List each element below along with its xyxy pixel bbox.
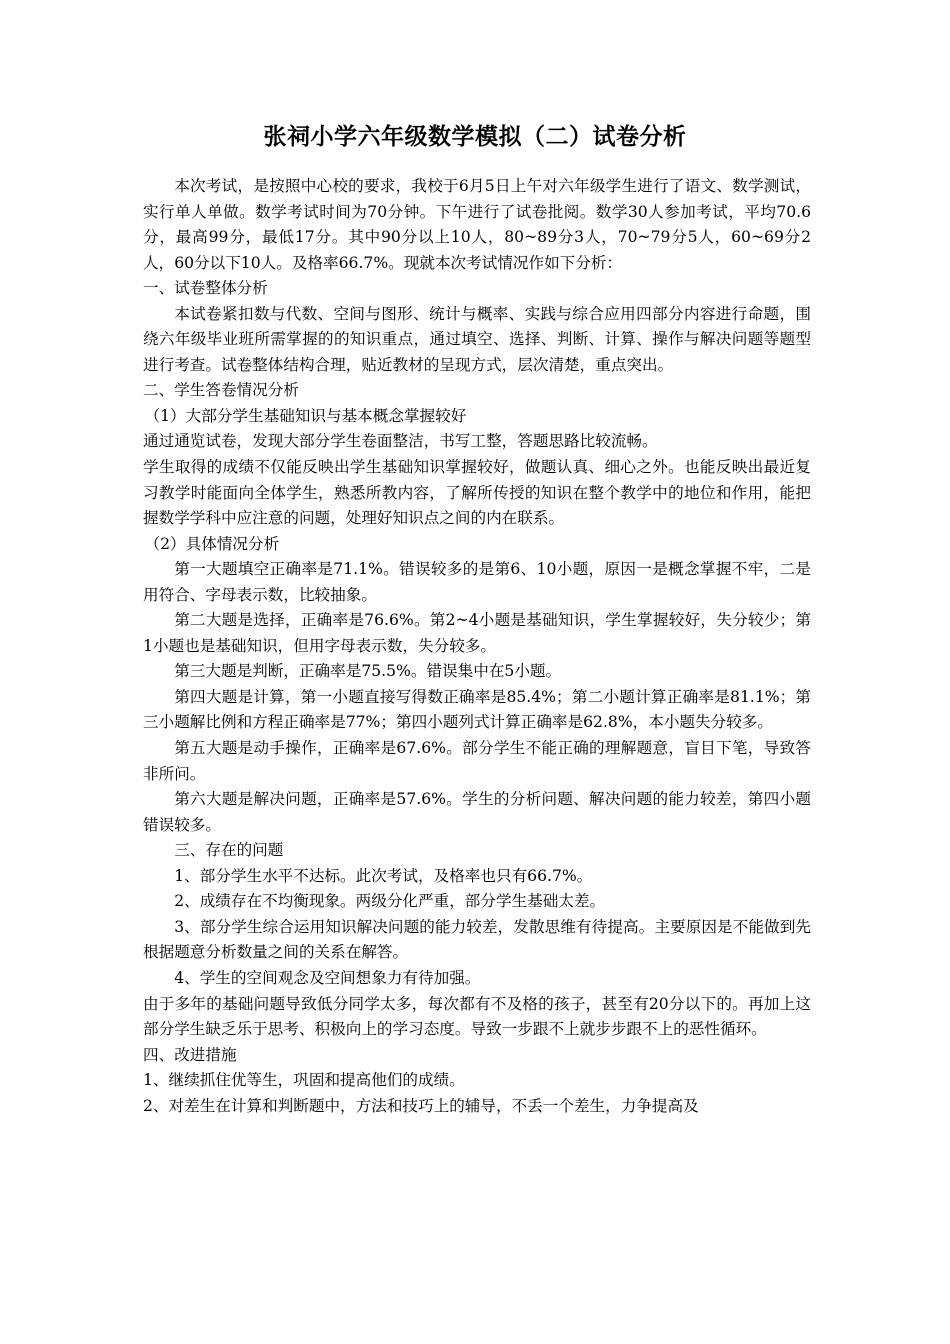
paragraph-q1: 第一大题填空正确率是71.1%。错误较多的是第6、10小题，原因一是概念掌握不牢，二是用符合、字母表示数，比较抽象。	[143, 560, 811, 604]
section-heading-problems: 三、存在的问题	[174, 841, 284, 860]
document-body	[143, 174, 811, 1119]
paragraph-intro: 本次考试，是按照中心校的要求，我校于6月5日上午对六年级学生进行了语文、数学测试，实行单人单做。数学考试时间为70分钟。下午进行了试卷批阅。数学30人参加考试，平均70.6分，最高99分，最低17分。其中90分以上10人，80~89分3人，70~79分5人，60~69分2人，60分以下10人。及格率66.7%。现就本次考试情况作如下分析：	[143, 177, 811, 272]
paragraph-q6: 第六大题是解决问题，正确率是57.6%。学生的分析问题、解决问题的能力较差，第四小题错误较多。	[143, 790, 811, 834]
paragraph-overview: 通过通览试卷，发现大部分学生卷面整洁，书写工整，答题思路比较流畅。	[143, 432, 658, 451]
subheading-details: （2）具体情况分析	[144, 534, 280, 553]
paragraph-q5: 第五大题是动手操作，正确率是67.6%。部分学生不能正确的理解题意，盲目下笔，导致答非所问。	[143, 739, 811, 783]
paragraph-results: 学生取得的成绩不仅能反映出学生基础知识掌握较好，做题认真、细心之外。也能反映出最近复习教学时能面向全体学生，熟悉所教内容，了解所传授的知识在整个教学中的地位和作用，能把握数学学科中应注意的问题，处理好知识点之间的内在联系。	[143, 458, 811, 528]
measure-item-2: 2、对差生在计算和判断题中，方法和技巧上的辅导，不丢一个差生，力争提高及	[143, 1096, 699, 1115]
section-heading-measures: 四、改进措施	[143, 1045, 237, 1064]
section-heading-answers: 二、学生答卷情况分析	[143, 381, 299, 400]
paragraph-overall: 本试卷紧扣数与代数、空间与图形、统计与概率、实践与综合应用四部分内容进行命题，围绕六年级毕业班所需掌握的的知识重点，通过填空、选择、判断、计算、操作与解决问题等题型进行考查。试卷整体结构合理，贴近教材的呈现方式，层次清楚，重点突出。	[143, 304, 811, 374]
paragraph-q3: 第三大题是判断，正确率是75.5%。错误集中在5小题。	[174, 662, 562, 681]
subheading-basics: （1）大部分学生基础知识与基本概念掌握较好	[144, 406, 467, 425]
measure-item-1: 1、继续抓住优等生，巩固和提高他们的成绩。	[143, 1071, 465, 1090]
problem-item-1: 1、部分学生水平不达标。此次考试，及格率也只有66.7%。	[174, 866, 593, 885]
problem-item-2: 2、成绩存在不均衡现象。两级分化严重，部分学生基础太差。	[174, 892, 606, 911]
paragraph-q2: 第二大题是选择，正确率是76.6%。第2~4小题是基础知识，学生掌握较好，失分较少；第1小题也是基础知识，但用字母表示数，失分较多。	[143, 611, 811, 655]
paragraph-causes: 由于多年的基础问题导致低分同学太多，每次都有不及格的孩子，甚至有20分以下的。再加上这部分学生缺乏乐于思考、积极向上的学习态度。导致一步跟不上就步步跟不上的恶性循环。	[143, 994, 811, 1039]
document-title: 张祠小学六年级数学模拟（二）试卷分析	[263, 124, 687, 150]
problem-item-4: 4、学生的空间观念及空间想象力有待加强。	[174, 968, 481, 987]
paragraph-q4: 第四大题是计算，第一小题直接写得数正确率是85.4%；第二小题计算正确率是81.1%；第三小题解比例和方程正确率是77%；第四小题列式计算正确率是62.8%，本小题失分较多。	[143, 687, 811, 732]
section-heading-overall: 一、试卷整体分析	[143, 279, 268, 298]
problem-item-3: 3、部分学生综合运用知识解决问题的能力较差，发散思维有待提高。主要原因是不能做到先根据题意分析数量之间的关系在解答。	[143, 917, 811, 962]
